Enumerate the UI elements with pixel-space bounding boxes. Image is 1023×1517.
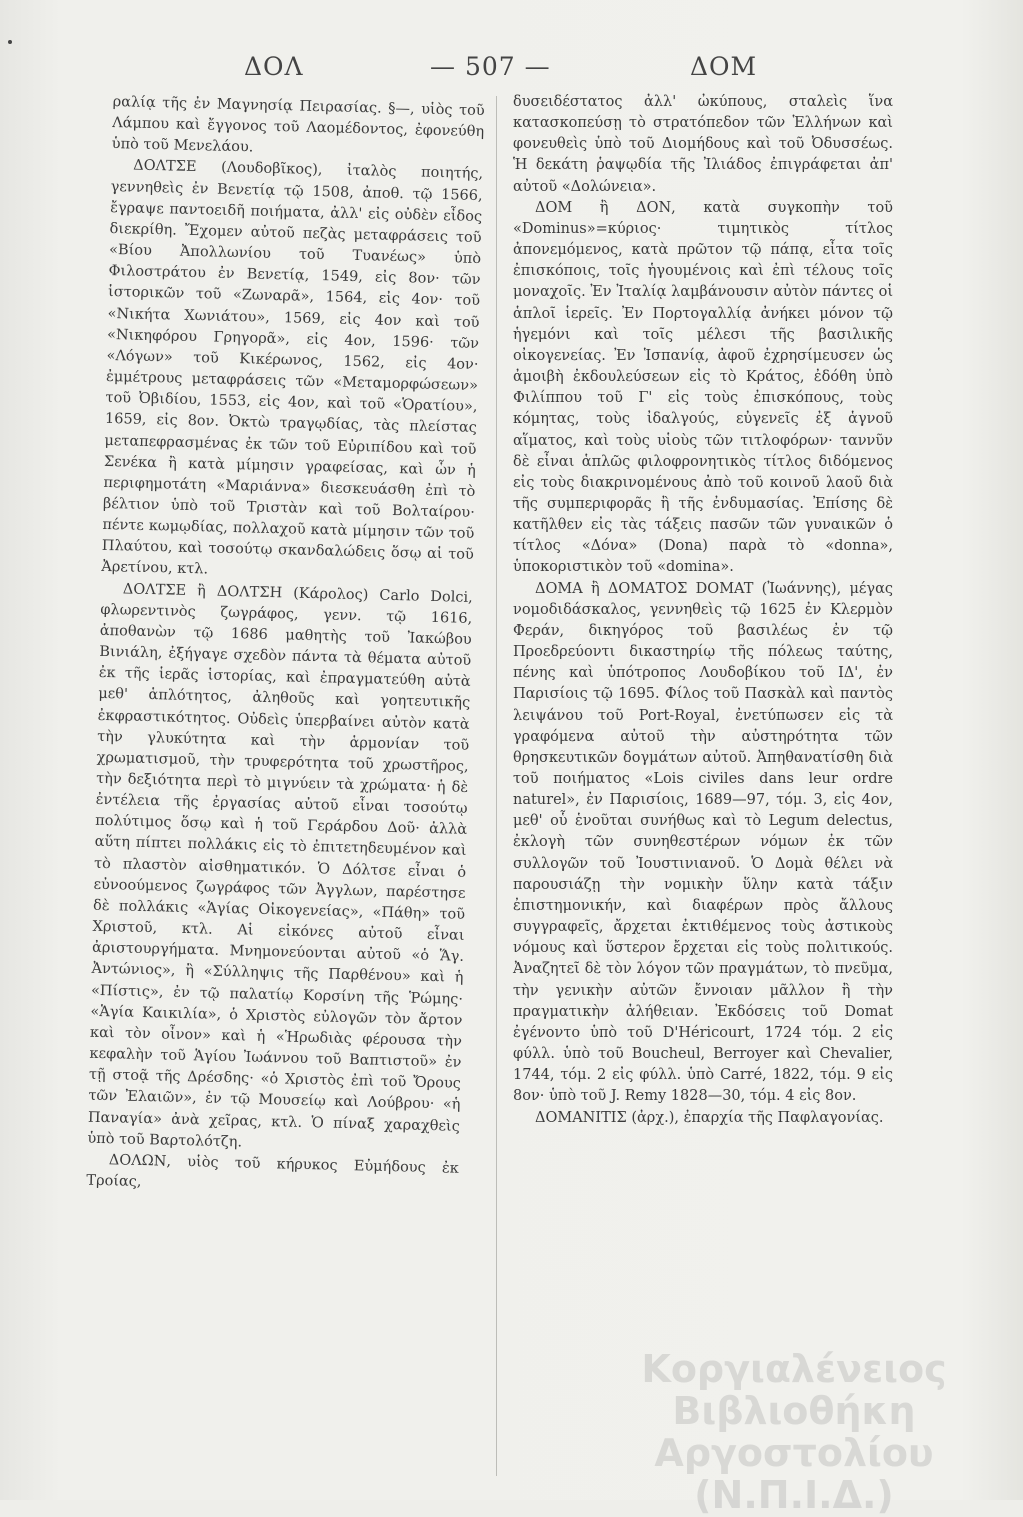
entry-paragraph: ΔΟΜΑ ἢ ΔΟΜΑΤΟΣ DOMAT (Ἰωάννης), μέγας νομοδιδάσκαλος, γεννηθεὶς τῷ 1625 ἐν Κλερμὸν Φεράν, δικηγόρος τοῦ βασιλέως ἐν τῷ Προεδρεύοντι δικαστηρίῳ τῆς πόλεως ταύτης, πένης καὶ ὑπότροπος Λουδοβίκου τοῦ ΙΔ', ἐν Παρισίοις τῷ 1695. Φίλος τοῦ Πασκὰλ καὶ παντὸς λειψάνου τοῦ Port-Royal, ἐνετύπωσεν εἰς τὰ γραφόμενα αὐτοῦ τὴν αὐστηρότητα τῶν θρησκευτικῶν δογμάτων αὐτοῦ. Ἀπηθανατίσθη διὰ τοῦ ποιήματος «Lois civiles dans leur ordre naturel», ἐν Παρισίοις, 1689—97, τόμ. 3, εἰς 4ον, μεθ' οὗ ἑνοῦται συνήθως καὶ τὸ Legum delectus, ἐκλογὴ τῶν συνηθεστέρων νόμων ἐκ τῶν συλλογῶν τοῦ Ἰουστινιανοῦ. Ὁ Δομὰ θέλει νὰ παρουσιάζῃ τὴν νομικὴν ὕλην κατὰ τάξιν ἐπιστημονικήν, καὶ διαφέρων πρὸς ἄλλους συγγραφεῖς, ἄρχεται ἐκτιθέμενος τοὺς ἀστικοὺς νόμους καὶ ὕστερον ἔρχεται εἰς τοὺς πολιτικούς. Ἀναζητεῖ δὲ τὸν λόγον τῶν πραγμάτων, τὸ πνεῦμα, τὴν γενικὴν αὐτῶν ἔννοιαν μᾶλλον ἢ τὴν πραγματικὴν ἀλήθειαν. Ἐκδόσεις τοῦ Domat ἐγένοντο ὑπὸ τοῦ D'Héricourt, 1724 τόμ. 2 εἰς φύλλ. ὑπὸ τοῦ Boucheul, Berroyer καὶ Chevalier, 1744, τόμ. 2 εἰς φύλλ. ὑπὸ Carré, 1822, τόμ. 9 εἰς 8ον· ὑπὸ τοῦ J. Remy 1828—30, τόμ. 4 εἰς 8ον. [513, 580, 893, 1105]
watermark-line: Κοργιαλένειος Βιβλιοθήκη [641, 1347, 947, 1433]
entry-paragraph: ΔΟΛΤΣΕ (Λουδοβῖκος), ἰταλὸς ποιητής, γεννηθεὶς ἐν Βενετίᾳ τῷ 1508, ἀποθ. τῷ 1566, ἔγραψε παντοειδῆ ποιήματα, ἀλλ' εἰς οὐδὲν εἶδος διεκρίθη. Ἔχομεν αὐτοῦ πεζὰς μεταφράσεις τοῦ «Βίου Ἀπολλωνίου τοῦ Τυανέως» ὑπὸ Φιλοστράτου ἐν Βενετίᾳ, 1549, εἰς 8ον· τῶν ἱστορικῶν τοῦ «Ζωναρᾶ», 1564, εἰς 4ον· τοῦ «Νικήτα Χωνιάτου», 1569, εἰς 4ον καὶ τοῦ «Νικηφόρου Γρηγορᾶ», εἰς 4ον, 1596· τῶν «Λόγων» τοῦ Κικέρωνος, 1562, εἰς 4ον· ἐμμέτρους μεταφράσεις τῶν «Μεταμορφώσεων» τοῦ Ὀβιδίου, 1553, εἰς 4ον, καὶ τοῦ «Ὁρατίου», 1659, εἰς 8ον. Ὀκτὼ τραγῳδίας, τὰς πλείστας μεταπεφρασμένας ἐκ τῶν τοῦ Εὐριπίδου καὶ τοῦ Σενέκα ἢ κατὰ μίμησιν γραφείσας, καὶ ὧν ἡ περιφημοτάτη «Μαριάννα» διεσκευάσθη ἐπὶ τὸ βέλτιον ὑπὸ τοῦ Τριστὰν καὶ τοῦ Βολταίρου· πέντε κωμῳδίας, πολλαχοῦ κατὰ μίμησιν τῶν τοῦ Πλαύτου, καὶ τοσούτῳ σκανδαλώδεις ὅσῳ αἱ τοῦ Ἀρετίνου, κτλ. [101, 157, 484, 578]
entry-paragraph: ΔΟΛΩΝ, υἱὸς τοῦ κήρυκος Εὐμήδους ἐκ Τροίας, [86, 1152, 459, 1190]
page-number: — 507 — [430, 52, 551, 81]
entry-paragraph: ΔΟΜ ἢ ΔΟΝ, κατὰ συγκοπὴν τοῦ «Dominus»=κύριος· τιμητικὸς τίτλος ἀπονεμόμενος, κατὰ πρῶτον τῷ πάπᾳ, εἶτα τοῖς ἐπισκόποις, τοῖς ἡγουμένοις καὶ ἐπὶ τέλους τοῖς μοναχοῖς. Ἐν Ἰταλίᾳ λαμβάνουσιν αὐτὸν πάντες οἱ ἁπλοῖ ἱερεῖς. Ἐν Πορτογαλλίᾳ ἀνήκει μόνον τῷ ἡγεμόνι καὶ τοῖς μέλεσι τῆς βασιλικῆς οἰκογενείας. Ἐν Ἱσπανίᾳ, ἀφοῦ ἐχρησίμευσεν ὡς ἀμοιβὴ ἐκδουλεύσεων εἰς τὸ Κράτος, ἐδόθη ὑπὸ Φιλίππου τοῦ Γ' εἰς τοὺς ἐπισκόπους, τοὺς κόμητας, τοὺς ἰδαλγούς, εὐγενεῖς ἐξ ἁγνοῦ αἵματος, καὶ τοὺς υἱοὺς τῶν τιτλοφόρων· ταννῦν δὲ εἶναι ἁπλῶς φιλοφρονητικὸς τίτλος διδόμενος εἰς τοὺς διακρινομένους ἀπὸ τοῦ κοινοῦ λαοῦ διὰ τῆς συμπεριφορᾶς ἢ τῆς ἐνδυμασίας. Ἐπίσης δὲ κατῆλθεν εἰς τὰς τάξεις πασῶν τῶν γυναικῶν ὁ τίτλος «Δόνα» (Dona) παρὰ τὸ «donna», ὑποκοριστικὸν τοῦ «domina». [513, 199, 893, 576]
running-header [0, 52, 1023, 92]
left-column [86, 92, 485, 1201]
right-column [513, 92, 893, 1129]
library-watermark [584, 1348, 1004, 1516]
entry-paragraph: δυσειδέστατος ἀλλ' ὠκύπους, σταλεὶς ἵνα κατασκοπεύσῃ τὸ στρατόπεδον τῶν Ἑλλήνων καὶ φονευθεὶς ὑπὸ τοῦ Διομήδους καὶ τοῦ Ὀδυσσέως. Ἡ δεκάτη ῥαψῳδία τῆς Ἰλιάδος ἐπιγράφεται ἀπ' αὐτοῦ «Δολώνεια». [513, 94, 893, 195]
entry-paragraph: ραλίᾳ τῆς ἐν Μαγνησίᾳ Πειρασίας. §—, υἱὸς τοῦ Λάμπου καὶ ἔγγονος τοῦ Λαομέδοντος, ἐφονεύθη ὑπὸ τοῦ Μενελάου. [111, 93, 485, 156]
watermark-line: Αργοστολίου (Ν.Π.Ι.Δ.) [654, 1431, 934, 1517]
column-divider [496, 96, 497, 1476]
margin-dot [8, 40, 12, 44]
left-guide-word: ΔΟΛ [244, 52, 304, 81]
entry-paragraph: ΔΟΜΑΝΙΤΙΣ (ἀρχ.), ἐπαρχία τῆς Παφλαγονίας. [535, 1109, 884, 1126]
entry-paragraph: ΔΟΛΤΣΕ ἢ ΔΟΛΤΣΗ (Κάρολος) Carlo Dolci, φλωρεντινὸς ζωγράφος, γενν. τῷ 1616, ἀποθανὼν τῷ 1686 μαθητὴς τοῦ Ἰακώβου Βινιάλη, ἐξήγαγε σχεδὸν πάντα τὰ θέματα αὐτοῦ ἐκ τῆς ἱερᾶς ἱστορίας, καὶ ἐπραγματεύθη αὐτὰ μεθ' ἁπλότητος, ἀληθοῦς καὶ γοητευτικῆς ἐκφραστικότητος. Οὐδεὶς ὑπερβαίνει αὐτὸν κατὰ τὴν γλυκύτητα καὶ τὴν ἁρμονίαν τοῦ χρωματισμοῦ, τὴν τρυφερότητα τοῦ χρωστῆρος, τὴν δεξιότητα περὶ τὸ μιγνύειν τὰ χρώματα· ἡ δὲ ἐντέλεια τῆς ἐργασίας αὐτοῦ εἶναι τοσούτῳ πολύτιμος ὅσῳ καὶ ἡ τοῦ Γεράρδου Δοῦ· ἀλλὰ αὕτη πίπτει πολλάκις εἰς τὸ ἐπιτετηδευμένον καὶ τὸ πλαστὸν αἰσθηματικόν. Ὁ Δόλτσε εἶναι ὁ εὐνοούμενος ζωγράφος τῶν Ἀγγλων, παρέστησε δὲ πολλάκις «Ἁγίας Οἰκογενείας», «Πάθη» τοῦ Χριστοῦ, κτλ. Αἱ εἰκόνες αὐτοῦ εἶναι ἀριστουργήματα. Μνημονεύονται αὐτοῦ «ὁ Ἅγ. Ἀντώνιος», ἢ «Σύλληψις τῆς Παρθένου» καὶ ἡ «Πίστις», ἐν τῷ παλατίῳ Κορσίνη τῆς Ῥώμης· «Ἁγία Καικιλία», ὁ Χριστὸς εὐλογῶν τὸν ἄρτον καὶ τὸν οἶνον» καὶ ἡ «Ἡρωδιὰς φέρουσα τὴν κεφαλὴν τοῦ Ἁγίου Ἰωάννου τοῦ Βαπτιστοῦ» ἐν τῇ στοᾷ τῆς Δρέσδης· «ὁ Χριστὸς ἐπὶ τοῦ Ὄρους τῶν Ἐλαιῶν», ἐν τῷ Μουσείῳ καὶ Λούβρου· «ἡ Παναγία» ἀνὰ χεῖρας, κτλ. Ὁ πίναξ χαραχθεὶς ὑπὸ τοῦ Βαρτολότζη. [87, 580, 473, 1151]
right-guide-word: ΔΟΜ [690, 52, 758, 81]
